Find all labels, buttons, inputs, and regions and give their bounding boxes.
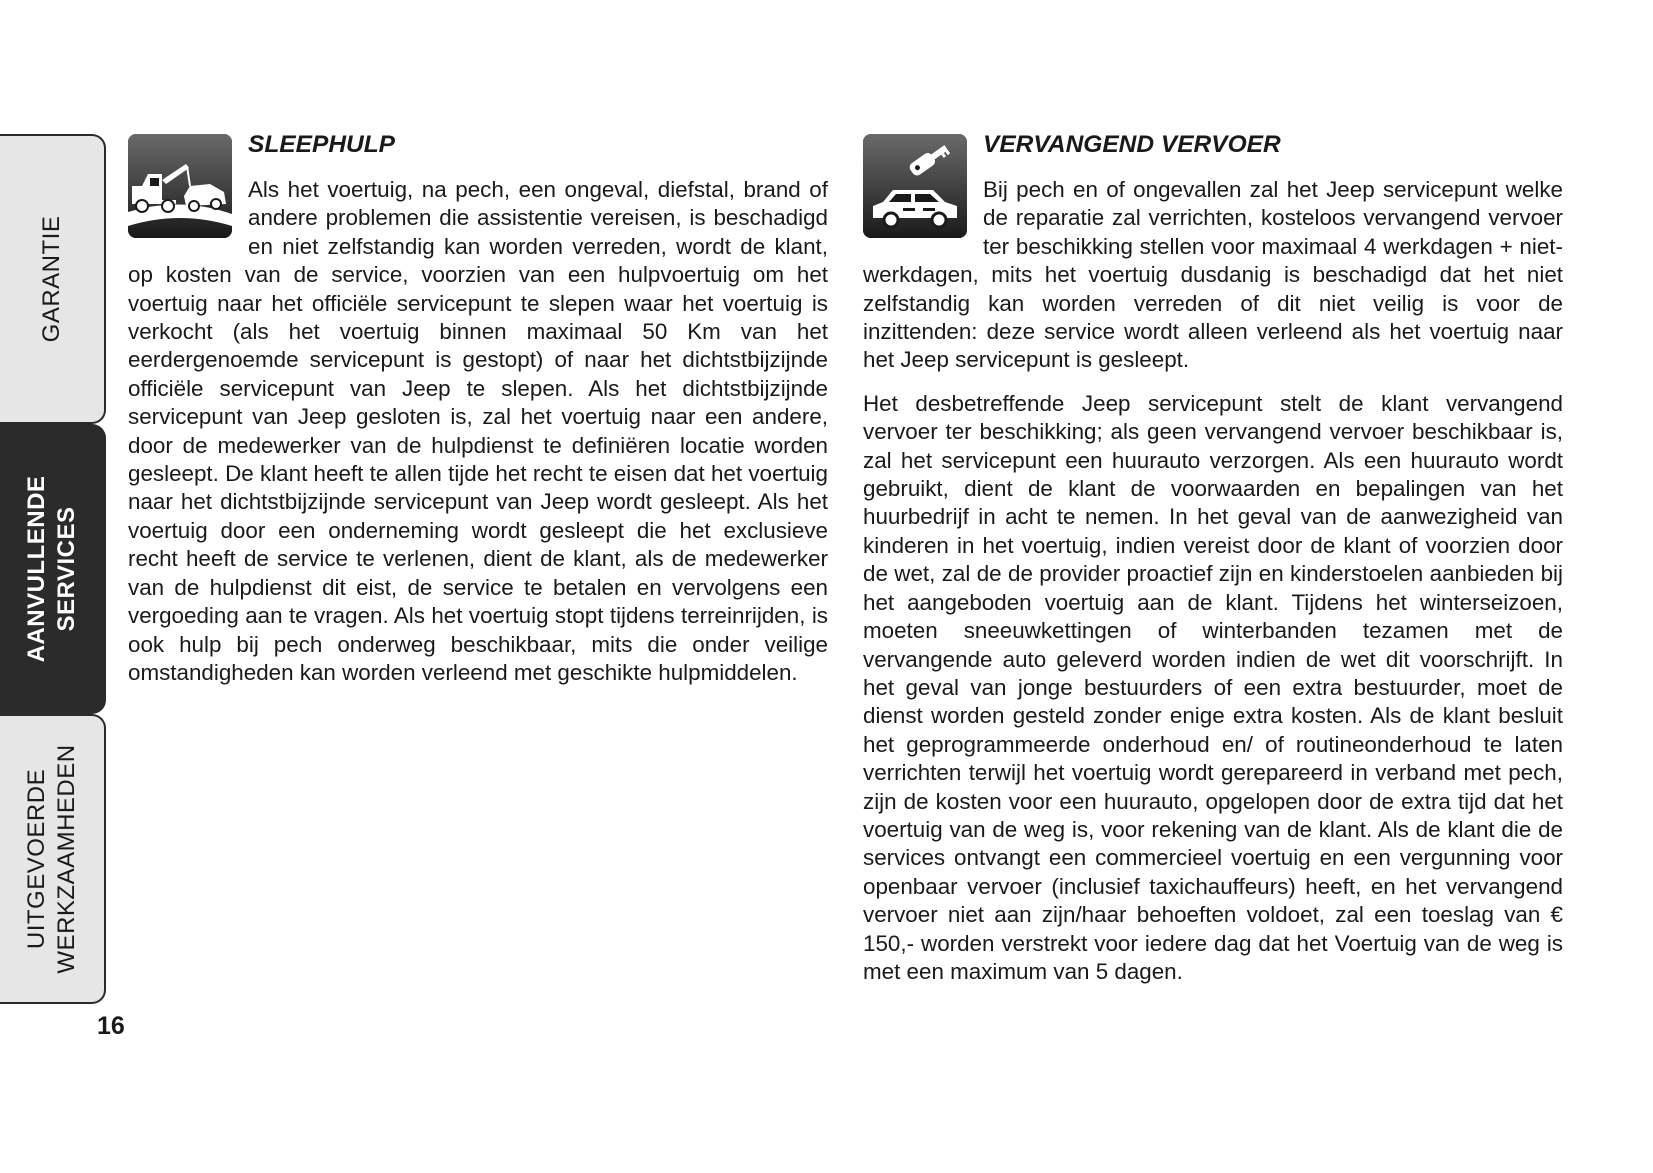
section-towing [128,128,828,687]
section-replacement-transport [863,128,1563,986]
page-number: 16 [97,1012,125,1040]
tab-label: AANVULLENDE SERVICES [23,475,80,663]
tab-aanvullende-services[interactable] [0,424,106,714]
section-title: SLEEPHULP [248,131,396,158]
section-body-2: Het desbetreffende Jeep servicepunt stelt de klant vervangend vervoer ter beschikking; als geen vervangend vervoer beschikbaar is, zal het servicepunt een huurauto verzorgen. Als een huurauto wordt gebruikt, dient de klant de voorwaarden en bepalingen van het huurbedrijf in acht te nemen. In het geval van de aanwezigheid van kinderen in het voertuig, indien vereist door de klant of voorzien door de wet, zal de de provider proactief zijn en kinderstoelen aanbieden bij het aangeboden voertuig aan de klant. Tijdens het winterseizoen, moeten sneeuwkettingen of winterbanden tezamen met de vervangende auto geleverd worden indien de wet dit voorschrijft. In het geval van jonge bestuurders of een extra bestuurder, moet de dienst worden gesteld zonder enige extra kosten. Als de klant besluit het geprogrammeerde onderhoud en/ of routineonderhoud te laten verrichten terwijl het voertuig wordt gerepareerd in verband met pech, zijn de kosten voor een huurauto, opgelopen door de extra tijd dat het voertuig van de weg is, voor rekening van de klant. Als de klant die de services ontvangt een commercieel voertuig en een vergunning voor openbaar vervoer (inclusief taxichauffeurs) heeft, en het vervangend vervoer niet aan zijn/haar behoeften voldoet, zal een toeslag van € 150,- worden verstrekt voor iedere dag dat het Voertuig van de weg is met een maximum van 5 dagen. [863,390,1563,984]
side-tabs [0,134,108,1004]
section-body: Als het voertuig, na pech, een ongeval, diefstal, brand of andere problemen die assistentie vereisen, is beschadigd en niet zelfstandig kan worden verreden, wordt de klant, op kosten van de service, voorzien van een hulpvoertuig om het voertuig naar het officiële servicepunt te slepen waar het voertuig is verkocht (als het voertuig binnen maximaal 50 Km van het eerdergenoemde servicepunt is gestopt) of naar het dichtstbijzijnde officiële servicepunt van Jeep te slepen. Als het dichtstbijzijnde servicepunt van Jeep gesloten is, zal het voertuig naar een andere, door de medewerker van de hulpdienst te definiëren locatie worden gesleept. De klant heeft te allen tijde het recht te eisen dat het voertuig naar het dichtstbijzijnde servicepunt van Jeep wordt gesleept. Als het voertuig door een onderneming wordt gesleept die het exclusieve recht heeft de service te verlenen, dient de klant, als de medewerker van de hulpdienst dit eist, de service te betalen en vervolgens een vergoeding aan te vragen. Als het voertuig stopt tijdens terreinrijden, is ook hulp bij pech onderweg beschikbaar, mits die onder veilige omstandigheden kan worden verleend met geschikte hulpmiddelen. [128,177,828,685]
tab-label: UITGEVOERDE WERKZAAMHEDEN [23,744,80,974]
section-title: VERVANGEND VERVOER [983,131,1281,158]
section-body-1: Bij pech en of ongevallen zal het Jeep servicepunt welke de reparatie zal verrichten, kosteloos vervangend vervoer ter beschikking stellen voor maximaal 4 werkdagen + niet-werkdagen, mits het voertuig dusdanig is beschadigd dat het niet zelfstandig kan worden verreden of dit niet veilig is voor de inzittenden: deze service wordt alleen verleend als het voertuig naar het Jeep servicepunt is gesleept. [863,177,1563,373]
tab-uitgevoerde-werkzaamheden[interactable] [0,714,106,1004]
tow-truck-icon [128,134,232,238]
tab-garantie[interactable] [0,134,106,424]
tab-label: GARANTIE [38,215,65,343]
car-key-icon [863,134,967,238]
